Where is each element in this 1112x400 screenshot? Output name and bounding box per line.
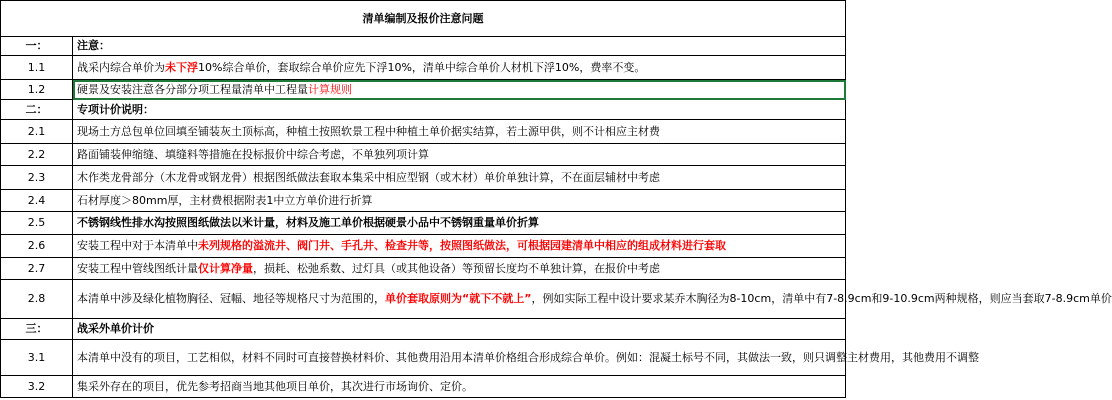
table-row <box>1 340 846 376</box>
row-number[interactable]: 3.2 <box>1 376 73 398</box>
row-text-tail: ，例如实际工程中设计要求某乔木胸径为8-10cm，清单中有7-8.9cm和9-10.9cm两种规格，则应当套取7-8.9cm单价 <box>531 292 1112 305</box>
row-text[interactable]: 木作类龙骨部分（木龙骨或钢龙骨）根据图纸做法套取本集采中相应型钢（或木材）单价单独计算，不在面层辅材中考虑 <box>73 166 846 190</box>
row-number[interactable]: 2.7 <box>1 258 73 280</box>
row-text: 战采内综合单价为 <box>77 60 165 74</box>
table-row <box>1 120 846 144</box>
section-row <box>1 319 846 340</box>
section-number[interactable]: 一： <box>1 37 73 56</box>
row-text: 本清单中涉及绿化植物胸径、冠幅、地径等规格尺寸为范围的， <box>77 292 385 305</box>
row-text[interactable]: 本清单中没有的项目，工艺相似，材料不同时可直接替换材料价、其他费用沿用本清单价格组合形成综合单价。例如：混凝土标号不同，其做法一致，则只调整主材费用，其他费用不调整 <box>73 340 846 376</box>
row-number[interactable]: 2.1 <box>1 120 73 144</box>
section-label[interactable]: 战采外单价计价 <box>73 319 846 340</box>
table-row <box>1 235 846 258</box>
table-row <box>1 56 846 80</box>
section-label[interactable]: 专项计价说明： <box>73 100 846 120</box>
row-number[interactable]: 1.1 <box>1 56 73 80</box>
row-text[interactable]: 集采外存在的项目，优先参考招商当地其他项目单价，其次进行市场询价、定价。 <box>73 376 846 398</box>
table-row <box>1 190 846 212</box>
row-number[interactable]: 1.2 <box>1 80 73 100</box>
row-text: 安装工程中对于本清单中 <box>77 239 198 252</box>
row-number[interactable]: 2.4 <box>1 190 73 212</box>
row-text-cell[interactable] <box>73 258 846 280</box>
row-number[interactable]: 3.1 <box>1 340 73 376</box>
table-row <box>1 280 846 319</box>
row-text-cell[interactable] <box>73 235 846 258</box>
section-row <box>1 100 846 120</box>
row-number[interactable]: 2.5 <box>1 212 73 235</box>
row-number[interactable]: 2.3 <box>1 166 73 190</box>
table-row <box>1 166 846 190</box>
row-text-tail: 10%综合单价，套取综合单价应先下浮10%，清单中综合单价人材机下浮10%，费率不变。 <box>198 60 646 74</box>
row-highlight: 未下浮 <box>165 60 198 74</box>
row-highlight: 计算规则 <box>308 82 352 96</box>
title-row <box>1 1 846 37</box>
section-label[interactable]: 注意： <box>73 37 846 56</box>
table-row <box>1 212 846 235</box>
table-row <box>1 258 846 280</box>
row-highlight: 单价套取原则为“就下不就上” <box>385 292 532 305</box>
table-row <box>1 376 846 398</box>
section-number[interactable]: 二： <box>1 100 73 120</box>
table-row <box>1 80 846 100</box>
row-number[interactable]: 2.6 <box>1 235 73 258</box>
row-text-cell[interactable] <box>73 280 1112 319</box>
section-number[interactable]: 三： <box>1 319 73 340</box>
row-number[interactable]: 2.2 <box>1 144 73 166</box>
row-text-tail: ，损耗、松弛系数、过灯具（或其他设备）等预留长度均不单独计算，在报价中考虑 <box>253 261 660 275</box>
row-text[interactable]: 石材厚度＞80mm厚，主材费根据附表1中立方单价进行折算 <box>73 190 846 212</box>
row-text[interactable]: 不锈钢线性排水沟按照图纸做法以米计量，材料及施工单价根据硬景小品中不锈钢重量单价折算 <box>73 212 846 235</box>
row-highlight: 仅计算净量 <box>198 261 253 275</box>
row-highlight: 未列规格的溢流井、阀门井、手孔井、检查井等，按照图纸做法，可根据园建清单中相应的组成材料进行套取 <box>198 239 726 252</box>
section-row <box>1 37 846 56</box>
row-text: 安装工程中管线图纸计量 <box>77 261 198 275</box>
row-text: 硬景及安装注意各分部分项工程量清单中工程量 <box>77 82 308 96</box>
row-text[interactable]: 路面铺装伸缩缝、填缝料等措施在投标报价中综合考虑，不单独列项计算 <box>73 144 846 166</box>
row-number[interactable]: 2.8 <box>1 280 73 319</box>
table-row <box>1 144 846 166</box>
row-text[interactable]: 现场土方总包单位回填至铺装灰土顶标高，种植土按照软景工程中种植土单价据实结算，若土源甲供，则不计相应主材费 <box>73 120 846 144</box>
selected-cell[interactable] <box>73 80 846 100</box>
row-text-cell[interactable] <box>73 56 846 80</box>
page-title[interactable]: 清单编制及报价注意问题 <box>1 1 846 37</box>
